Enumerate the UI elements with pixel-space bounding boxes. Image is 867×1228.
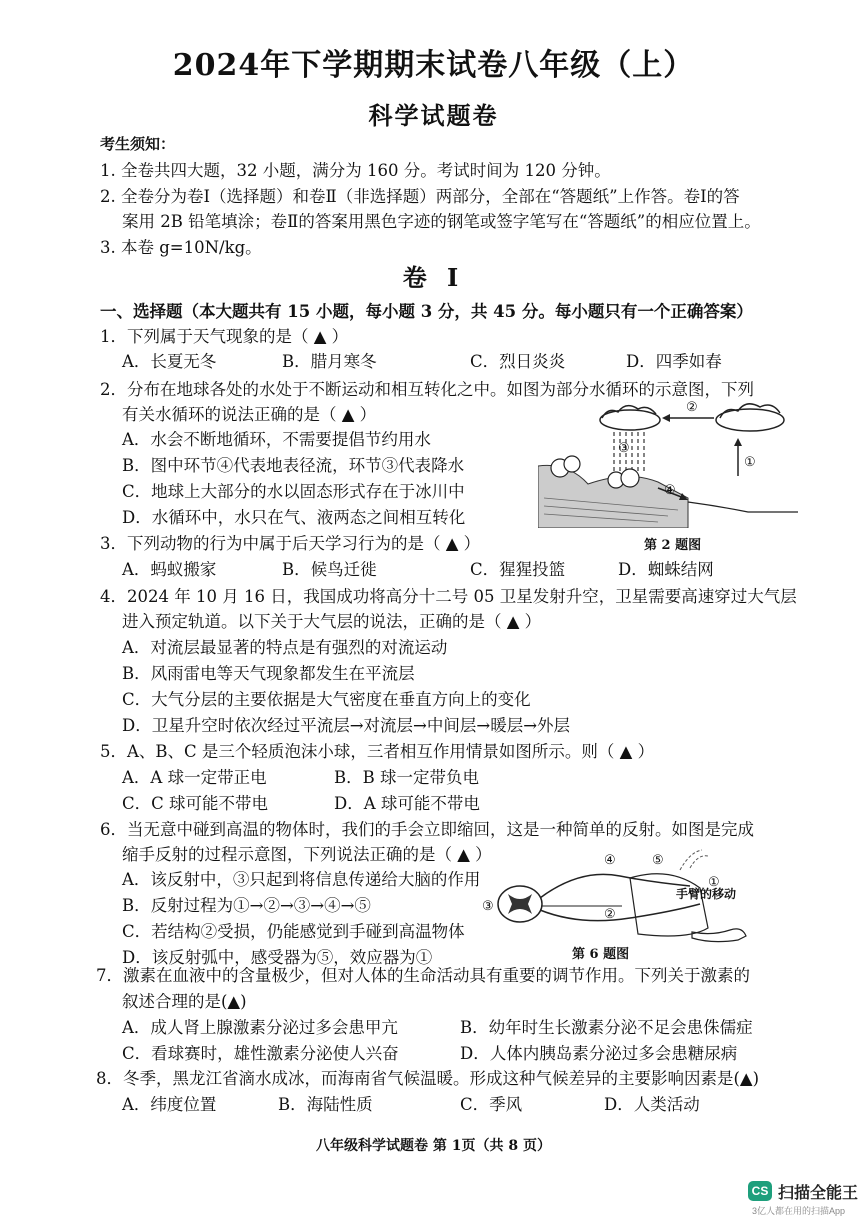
q1-stem: 1．下列属于天气现象的是（ ▲ ） xyxy=(100,327,349,346)
q2-stem-1: 2．分布在地球各处的水处于不断运动和相互转化之中。如图为部分水循环的示意图，下列 xyxy=(100,380,754,399)
q5-stem: 5．A、B、C 是三个轻质泡沫小球，三者相互作用情景如图所示。则（ ▲ ） xyxy=(100,742,655,761)
q6-option-b: B．反射过程为①→②→③→④→⑤ xyxy=(122,896,371,915)
exam-subtitle: 科学试题卷 xyxy=(368,101,499,130)
q1-option-b: B．腊月寒冬 xyxy=(282,352,377,371)
q8-option-d: D．人类活动 xyxy=(604,1095,700,1114)
q4-stem-1: 4．2024 年 10 月 16 日，我国成功将高分十二号 05 卫星发射升空，卫星需要高速穿过大气层 xyxy=(100,587,797,606)
q4-option-d: D．卫星升空时依次经过平流层→对流层→中间层→暖层→外层 xyxy=(122,716,571,735)
label-3: ③ xyxy=(482,898,494,913)
section-label: 卷 Ⅰ xyxy=(402,263,465,292)
label-5: ⑤ xyxy=(652,852,664,867)
label-4: ④ xyxy=(664,482,676,497)
q7-stem-1: 7．激素在血液中的含量极少，但对人体的生命活动具有重要的调节作用。下列关于激素的 xyxy=(96,966,750,985)
q6-figure-caption: 第 6 题图 xyxy=(572,947,630,962)
label-2: ② xyxy=(604,906,616,921)
q2-option-c: C．地球上大部分的水以固态形式存在于冰川中 xyxy=(122,482,465,501)
q2-stem-2: 有关水循环的说法正确的是（ ▲ ） xyxy=(122,405,377,424)
q3-option-c: C．猩猩投篮 xyxy=(470,560,566,579)
page-footer: 八年级科学试题卷 第 1页（共 8 页） xyxy=(316,1138,551,1154)
q1-option-d: D．四季如春 xyxy=(626,352,722,371)
label-3: ③ xyxy=(618,440,630,455)
q4-stem-2: 进入预定轨道。以下关于大气层的说法，正确的是（ ▲ ） xyxy=(122,612,542,631)
q5-option-b: B．B 球一定带负电 xyxy=(334,768,479,787)
q5-option-d: D．A 球可能不带电 xyxy=(334,794,480,813)
q7-option-d: D．人体内胰岛素分泌过多会患糖尿病 xyxy=(460,1044,738,1063)
label-1: ① xyxy=(744,454,756,469)
notice-item-2-cont: 案用 2B 铅笔填涂；卷Ⅱ的答案用黑色字迹的钢笔或签字笔写在“答题纸”的相应位置上。 xyxy=(122,212,761,231)
q4-option-c: C．大气分层的主要依据是大气密度在垂直方向上的变化 xyxy=(122,690,531,709)
q6-option-d: D．该反射弧中，感受器为⑤，效应器为① xyxy=(122,948,433,967)
q8-option-b: B．海陆性质 xyxy=(278,1095,373,1114)
q2-figure-caption: 第 2 题图 xyxy=(644,538,702,553)
watermark-brand: 扫描全能王 xyxy=(778,1184,859,1202)
q8-stem: 8．冬季，黑龙江省滴水成冰，而海南省气候温暖。形成这种气候差异的主要影响因素是(▲) xyxy=(96,1069,760,1088)
q3-option-d: D．蜘蛛结网 xyxy=(618,560,714,579)
q2-option-a: A．水会不断地循环，不需要提倡节约用水 xyxy=(122,430,431,449)
q7-option-c: C．看球赛时，雄性激素分泌使人兴奋 xyxy=(122,1044,399,1063)
q3-stem: 3．下列动物的行为中属于后天学习行为的是（ ▲ ） xyxy=(100,534,481,553)
spinal-cord-icon xyxy=(498,886,542,922)
q3-option-a: A．蚂蚁搬家 xyxy=(122,560,217,579)
q6-option-a: A．该反射中，③只起到将信息传递给大脑的作用 xyxy=(122,870,481,889)
q2-option-d: D．水循环中，水只在气、液两态之间相互转化 xyxy=(122,508,466,527)
q5-option-a: A．A 球一定带正电 xyxy=(122,768,267,787)
notice-item-3: 3. 本卷 g=10N/kg。 xyxy=(100,238,262,257)
arm-movement-label: 手臂的移动 xyxy=(676,887,737,901)
q6-stem-1: 6．当无意中碰到高温的物体时，我们的手会立即缩回，这是一种简单的反射。如图是完成 xyxy=(100,820,754,839)
q7-stem-2: 叙述合理的是(▲) xyxy=(122,992,247,1011)
q6-option-c: C．若结构②受损，仍能感觉到手碰到高温物体 xyxy=(122,922,465,941)
label-4: ④ xyxy=(604,852,616,867)
q5-option-c: C．C 球可能不带电 xyxy=(122,794,268,813)
part1-heading: 一、选择题（本大题共有 15 小题，每小题 3 分，共 45 分。每小题只有一个正确答案） xyxy=(100,302,753,321)
rain-cloud-icon xyxy=(600,406,660,430)
q7-option-a: A．成人肾上腺激素分泌过多会患甲亢 xyxy=(122,1018,398,1037)
notice-item-2: 2. 全卷分为卷Ⅰ（选择题）和卷Ⅱ（非选择题）两部分，全部在“答题纸”上作答。卷Ⅰ的答 xyxy=(100,187,740,206)
q4-option-b: B．风雨雷电等天气现象都发生在平流层 xyxy=(122,664,415,683)
q1-option-c: C．烈日炎炎 xyxy=(470,352,566,371)
q7-option-b: B．幼年时生长激素分泌不足会患侏儒症 xyxy=(460,1018,753,1037)
water-cycle-figure xyxy=(538,398,800,528)
notice-item-1: 1. 全卷共四大题，32 小题，满分为 160 分。考试时间为 120 分钟。 xyxy=(100,161,611,180)
q6-stem-2: 缩手反射的过程示意图，下列说法正确的是（ ▲ ） xyxy=(122,845,492,864)
q8-option-c: C．季风 xyxy=(460,1095,523,1114)
q1-option-a: A．长夏无冬 xyxy=(122,352,217,371)
scanner-watermark xyxy=(748,1180,858,1202)
q4-option-a: A．对流层最显著的特点是有强烈的对流运动 xyxy=(122,638,448,657)
label-2: ② xyxy=(686,399,698,414)
exam-title: 2024年下学期期末试卷八年级（上） xyxy=(172,48,695,83)
cloud-icon xyxy=(716,404,784,431)
reflex-arc-figure xyxy=(480,848,770,944)
q3-option-b: B．候鸟迁徙 xyxy=(282,560,377,579)
q2-option-b: B．图中环节④代表地表径流，环节③代表降水 xyxy=(122,456,465,475)
notice-heading: 考生须知： xyxy=(100,135,176,153)
label-1: ① xyxy=(708,874,720,889)
q8-option-a: A．纬度位置 xyxy=(122,1095,217,1114)
cs-logo-icon: CS xyxy=(748,1181,772,1201)
watermark-tagline: 3亿人都在用的扫描App xyxy=(752,1206,846,1216)
